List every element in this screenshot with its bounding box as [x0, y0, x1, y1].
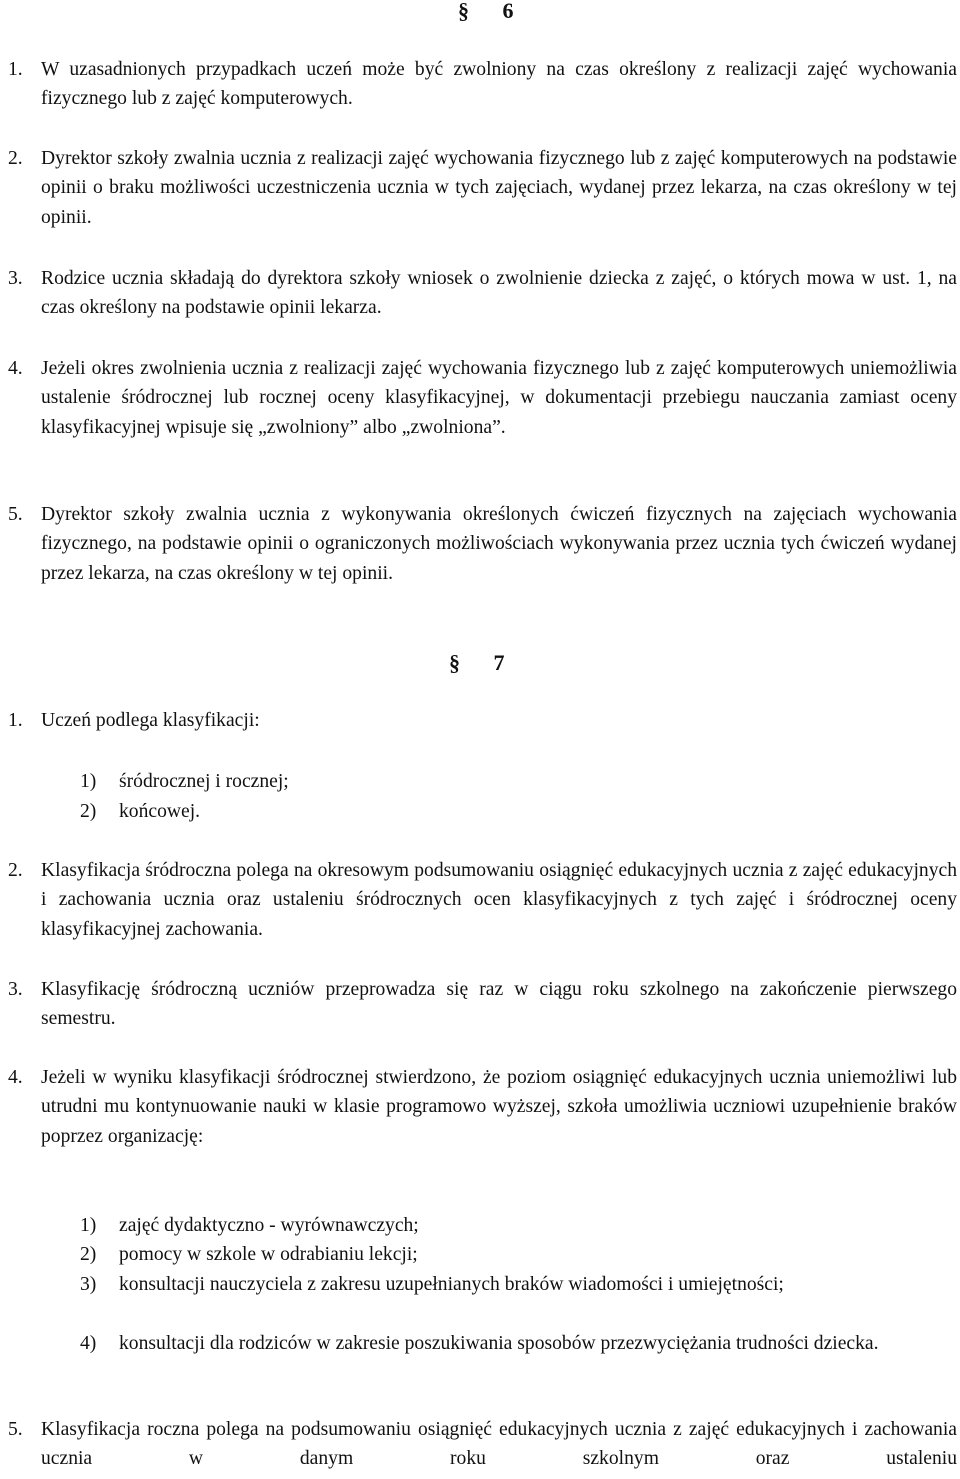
paragraph-6-5	[0, 500, 957, 588]
list-item	[80, 1270, 957, 1299]
paragraph-text: Dyrektor szkoły zwalnia ucznia z realizacji zajęć wychowania fizycznego lub z zajęć komputerowych na podstawie opinii o braku możliwości uczestniczenia ucznia w tych zajęciach, wydanej przez lekarza, na czas określony w tej opinii.	[41, 148, 957, 228]
paragraph-number: 1.	[8, 59, 23, 80]
list-item	[80, 1240, 957, 1269]
list-text: pomocy w szkole w odrabianiu lekcji;	[119, 1244, 418, 1265]
list-number: 1)	[80, 771, 97, 792]
paragraph-text: Uczeń podlega klasyfikacji:	[41, 710, 260, 731]
paragraph-text: Jeżeli okres zwolnienia ucznia z realizacji zajęć wychowania fizycznego lub z zajęć komputerowych uniemożliwia ustalenie śródrocznej lub rocznej oceny klasyfikacyjnej, w dokumentacji przebiegu nauczania zamiast oceny klasyfikacyjnej wpisuje się „zwolniony” albo „zwolniona”.	[41, 358, 957, 438]
section-6-heading: § 6	[458, 0, 528, 23]
paragraph-number: 4.	[8, 1067, 23, 1088]
paragraph-number: 1.	[8, 710, 23, 731]
paragraph-6-2	[0, 144, 957, 232]
list-number: 2)	[80, 1244, 97, 1265]
list-text: śródrocznej i rocznej;	[119, 771, 289, 792]
paragraph-text: W uzasadnionych przypadkach uczeń może być zwolniony na czas określony z realizacji zajęć wychowania fizycznego lub z zajęć komputerowych.	[41, 59, 957, 110]
list-item	[80, 767, 957, 796]
paragraph-6-3	[0, 264, 957, 323]
paragraph-text: Klasyfikacja roczna polega na podsumowaniu osiągnięć edukacyjnych ucznia z zajęć edukacyjnych i zachowania ucznia w danym roku szkolnym oraz ustaleniu	[41, 1419, 957, 1470]
paragraph-text: Jeżeli w wyniku klasyfikacji śródrocznej stwierdzono, że poziom osiągnięć edukacyjnych ucznia uniemożliwi lub utrudni mu kontynuowanie nauki w klasie programowo wyższej, szkoła umożliwia uczniowi uzupełnienie braków poprzez organizację:	[41, 1067, 957, 1147]
paragraph-number: 3.	[8, 979, 23, 1000]
list-text: zajęć dydaktyczno - wyrównawczych;	[119, 1215, 419, 1236]
list-item	[80, 797, 957, 826]
paragraph-6-1	[0, 55, 957, 114]
paragraph-text: Klasyfikację śródroczną uczniów przeprowadza się raz w ciągu roku szkolnego na zakończenie pierwszego semestru.	[41, 979, 957, 1030]
list-text: konsultacji nauczyciela z zakresu uzupełnianych braków wiadomości i umiejętności;	[119, 1274, 784, 1295]
list-text: końcowej.	[119, 801, 201, 822]
paragraph-number: 5.	[8, 1419, 23, 1440]
paragraph-text: Dyrektor szkoły zwalnia ucznia z wykonywania określonych ćwiczeń fizycznych na zajęciach wychowania fizycznego, na podstawie opinii o ograniczonych możliwościach wykonywania przez ucznia tych ćwiczeń wydanej przez lekarza, na czas określony w tej opinii.	[41, 504, 957, 584]
paragraph-number: 5.	[8, 504, 23, 525]
paragraph-text: Klasyfikacja śródroczna polega na okresowym podsumowaniu osiągnięć edukacyjnych ucznia z zajęć edukacyjnych i zachowania ucznia oraz ustaleniu śródrocznych ocen klasyfikacyjnych z tych zajęć i śródrocznej oceny klasyfikacyjnej zachowania.	[41, 860, 957, 940]
section-7-heading: § 7	[449, 650, 519, 675]
paragraph-6-4	[0, 354, 957, 442]
paragraph-7-1	[0, 706, 957, 735]
list-number: 4)	[80, 1333, 97, 1354]
paragraph-number: 2.	[8, 860, 23, 881]
list-text: konsultacji dla rodziców w zakresie poszukiwania sposobów przezwyciężania trudności dziecka.	[119, 1333, 879, 1354]
paragraph-7-5	[0, 1415, 957, 1474]
list-number: 3)	[80, 1274, 97, 1295]
paragraph-number: 2.	[8, 148, 23, 169]
paragraph-number: 4.	[8, 358, 23, 379]
paragraph-7-4	[0, 1063, 957, 1151]
paragraph-7-3	[0, 975, 957, 1034]
list-item	[80, 1329, 957, 1358]
list-item	[80, 1211, 957, 1240]
list-number: 1)	[80, 1215, 97, 1236]
paragraph-7-2	[0, 856, 957, 944]
paragraph-text: Rodzice ucznia składają do dyrektora szkoły wniosek o zwolnienie dziecka z zajęć, o których mowa w ust. 1, na czas określony na podstawie opinii lekarza.	[41, 268, 957, 319]
list-number: 2)	[80, 801, 97, 822]
paragraph-number: 3.	[8, 268, 23, 289]
